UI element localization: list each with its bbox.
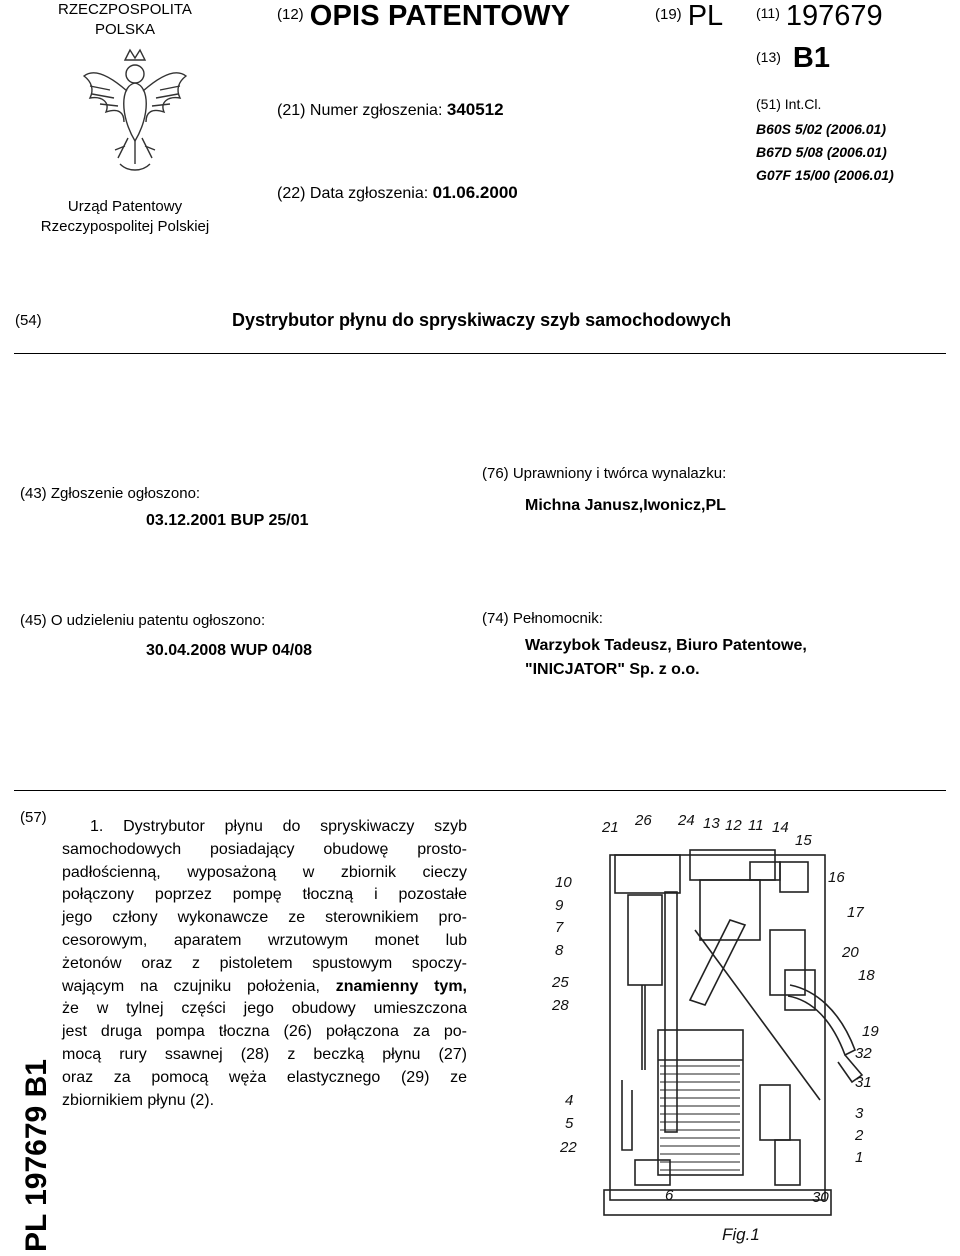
grant-label: (45) O udzieleniu patentu ogłoszono: (20, 612, 266, 629)
title-code: (54) (15, 312, 42, 329)
filing-date-value: 01.06.2000 (432, 183, 518, 202)
label-30: 30 (812, 1189, 829, 1206)
abstract-line: połączony poprzez pompę tłoczną i pozostałe (62, 886, 467, 904)
abstract-line: mocą rury ssawnej (28) z beczką płynu (27) (62, 1045, 467, 1063)
country-code (655, 0, 723, 33)
application-number-label: (21) Numer zgłoszenia: (277, 102, 443, 119)
label-32: 32 (855, 1045, 872, 1062)
filing-date-label: (22) Data zgłoszenia: (277, 185, 429, 202)
label-20: 20 (842, 944, 859, 961)
abstract-line: żetonów oraz z pistoletem spustowym spoczy- (62, 954, 467, 972)
doc-type-code: (12) (277, 6, 304, 23)
abstract-line: wającym na czujniku położenia, znamienny tym, (62, 977, 467, 995)
label-12: 12 (725, 817, 742, 834)
label-3: 3 (855, 1105, 864, 1122)
publication-label: (43) Zgłoszenie ogłoszono: (20, 485, 201, 502)
technical-drawing (540, 800, 900, 1250)
abstract-line: że w tylnej części jego obudowy umieszczona (62, 1000, 467, 1018)
int-cl-label: (51) Int.Cl. (756, 96, 822, 112)
abstract-line: oraz za pomocą węża elastycznego (29) ze (62, 1068, 467, 1086)
label-2: 2 (855, 1127, 864, 1144)
label-10: 10 (555, 874, 572, 891)
label-9: 9 (555, 897, 564, 914)
label-13: 13 (703, 815, 720, 832)
label-5: 5 (565, 1115, 574, 1132)
patent-office-name: Urząd Patentowy Rzeczypospolitej Polskiej (40, 198, 210, 235)
attorney-label: (74) Pełnomocnik: (482, 610, 603, 627)
country-code-label: (19) (655, 6, 682, 23)
label-11: 11 (748, 817, 764, 834)
application-number-value: 340512 (446, 100, 504, 119)
patent-number-value: 197679 (785, 0, 883, 32)
label-28: 28 (552, 997, 569, 1014)
patent-kind (756, 42, 830, 75)
abstract-line: zbiornikiem płynu (2). (62, 1091, 215, 1109)
abstract-line: cesorowym, aparatem wrzutowym monet lub (62, 931, 467, 949)
label-8: 8 (555, 942, 564, 959)
filing-date (277, 183, 518, 203)
classification-2: B67D 5/08 (2006.01) (756, 144, 887, 160)
attorney-line-1: Warzybok Tadeusz, Biuro Patentowe, (525, 637, 807, 654)
abstract-line: jego człony wykonawcze ze sterownikiem pro- (62, 909, 467, 927)
owner-value: Michna Janusz,Iwonicz,PL (525, 497, 726, 514)
classification-3: G07F 15/00 (2006.01) (756, 167, 894, 183)
label-7: 7 (555, 919, 564, 936)
abstract-line: samochodowych posiadający obudowę prosto- (62, 840, 467, 858)
divider (14, 790, 946, 791)
sidebar-patent-number: PL 197679 B1 (20, 1059, 53, 1252)
label-6: 6 (665, 1187, 674, 1204)
patent-title: Dystrybutor płynu do spryskiwaczy szyb samochodowych (232, 310, 732, 330)
label-1: 1 (855, 1149, 864, 1166)
label-4: 4 (565, 1092, 574, 1109)
label-16: 16 (828, 869, 845, 886)
label-21: 21 (602, 819, 619, 836)
patent-number (756, 0, 883, 33)
abstract-code: (57) (20, 809, 47, 826)
label-22: 22 (560, 1139, 577, 1156)
label-14: 14 (772, 819, 789, 836)
label-31: 31 (855, 1074, 872, 1091)
divider (14, 353, 946, 354)
abstract-text (62, 816, 467, 1112)
label-24: 24 (678, 812, 695, 829)
abstract-line: 1. Dystrybutor płynu do spryskiwaczy szyb (90, 818, 467, 835)
classification-1: B60S 5/02 (2006.01) (756, 121, 886, 137)
application-number (277, 100, 504, 120)
attorney-line-2: "INICJATOR" Sp. z o.o. (525, 661, 700, 678)
country-name: RZECZPOSPOLITA POLSKA (58, 1, 192, 38)
abstract-line: padłościenną, wyposażoną w zbiornik cieczy (62, 863, 467, 881)
label-15: 15 (795, 832, 812, 849)
figure-caption: Fig.1 (722, 1225, 760, 1244)
label-25: 25 (552, 974, 569, 991)
patent-number-label: (11) (756, 5, 780, 21)
label-26: 26 (635, 812, 652, 829)
patent-kind-value: B1 (792, 42, 830, 74)
document-type (277, 0, 570, 33)
doc-type-title: OPIS PATENTOWY (309, 0, 571, 32)
label-19: 19 (862, 1023, 879, 1040)
country-code-value: PL (687, 0, 724, 32)
publication-value: 03.12.2001 BUP 25/01 (146, 512, 309, 529)
owner-label: (76) Uprawniony i twórca wynalazku: (482, 465, 727, 482)
coat-of-arms-eagle-icon (80, 46, 190, 181)
label-17: 17 (847, 904, 864, 921)
abstract-line: jest druga pompa tłoczna (26) połączona za po- (62, 1023, 467, 1041)
patent-kind-label: (13) (756, 49, 781, 65)
grant-value: 30.04.2008 WUP 04/08 (146, 642, 313, 659)
label-18: 18 (858, 967, 875, 984)
